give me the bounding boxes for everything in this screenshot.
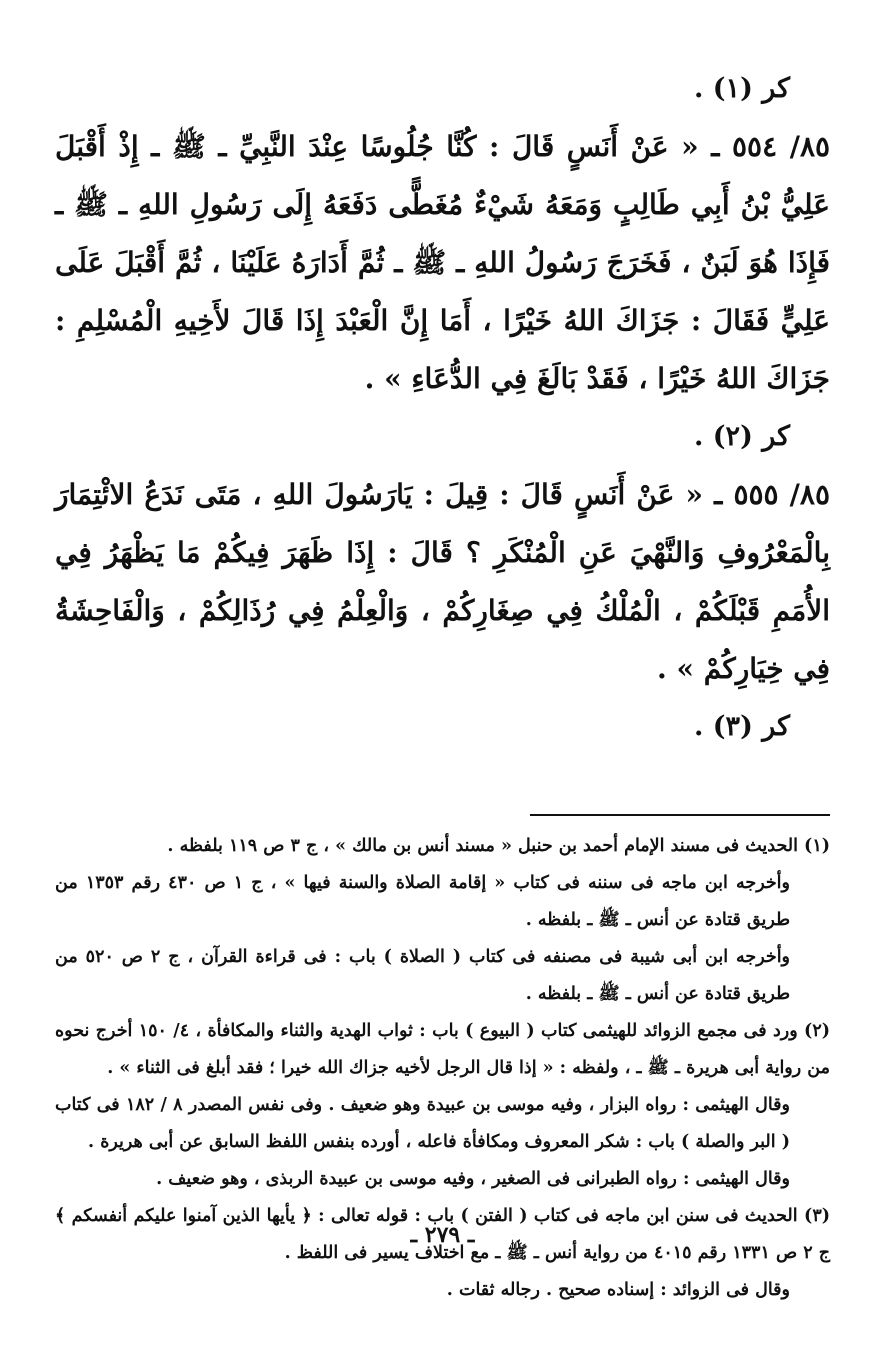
- footnote-1-line-1: (١) الحديث فى مسند الإمام أحمد بن حنبل « مسند أنس بن مالك » ، ج ٣ ص ١١٩ بلفظه .: [167, 836, 830, 856]
- footnote-2-paragraph-2: وقال الهيثمى : رواه البزار ، وفيه موسى بن عبيدة وهو ضعيف . وفى نفس المصدر ٨ / ١٨٢ فى كتاب ( البر والصلة ) باب : شكر المعروف ومكافأة فاعله ، أورده بنفس اللفظ السابق عن أبى هريرة .: [55, 1095, 790, 1152]
- hadith-554: [55, 118, 830, 408]
- main-text: [55, 60, 830, 756]
- hadith-555-text: « عَنْ أَنَسٍ قَالَ : قِيلَ : يَارَسُولَ اللهِ ، مَتَى نَدَعُ الائْتِمَارَ بِالْمَعْرُوفِ وَالنَّهْيَ عَنِ الْمُنْكَرِ ؟ قَالَ : إِذَا ظَهَرَ فِيكُمْ مَا يَظْهَرُ فِي الأُمَمِ قَبْلَكُمْ ، الْمُلْكُ فِي صِغَارِكُمْ ، وَالْعِلْمُ فِي رُذَالِكُمْ ، وَالْفَاحِشَةُ فِي خِيَارِكُمْ » .: [55, 478, 830, 685]
- reference-line-3: كر (٣) .: [693, 711, 790, 742]
- reference-line-1: كر (١) .: [693, 73, 790, 104]
- footnote-2-paragraph-1: (٢) ورد فى مجمع الزوائد للهيثمى كتاب ( البيوع ) باب : ثواب الهدية والثناء والمكافأة ، ٤/ ١٥٠ أخرج نحوه من رواية أبى هريرة ـ ﷺ ـ ، ولفظه : « إذا قال الرجل لأخيه جزاك الله خيرا ؛ فقد أبلغ فى الثناء » .: [55, 1021, 830, 1078]
- hadith-555: [55, 466, 830, 698]
- hadith-555-number: ٨٥/ ٥٥٥ ـ: [714, 478, 830, 511]
- hadith-554-text: « عَنْ أَنَسٍ قَالَ : كُنَّا جُلُوسًا عِنْدَ النَّبِيِّ ـ ﷺ ـ إِذْ أَقْبَلَ عَلِيُّ بْنُ أَبِي طَالِبٍ وَمَعَهُ شَيْءٌ مُغَطًّى دَفَعَهُ إِلَى رَسُولِ اللهِ ـ ﷺ ـ فَإِذَا هُوَ لَبَنٌ ، فَخَرَجَ رَسُولُ اللهِ ـ ﷺ ـ ثُمَّ أَدَارَهُ عَلَيْنَا ، ثُمَّ أَقْبَلَ عَلَى عَلِيٍّ فَقَالَ : جَزَاكَ اللهُ خَيْرًا ، أَمَا إِنَّ الْعَبْدَ إِذَا قَالَ لأَخِيهِ الْمُسْلِمِ : جَزَاكَ اللهُ خَيْرًا ، فَقَدْ بَالَغَ فِي الدُّعَاءِ » .: [55, 130, 830, 395]
- reference-line-2: كر (٢) .: [693, 421, 790, 452]
- footnote-1-paragraph-2: وأخرجه ابن ماجه فى سننه فى كتاب « إقامة الصلاة والسنة فيها » ، ج ١ ص ٤٣٠ رقم ١٣٥٣ من طريق قتادة عن أنس ـ ﷺ ـ بلفظه .: [55, 873, 790, 930]
- footnote-2-paragraph-3: وقال الهيثمى : رواه الطبرانى فى الصغير ، وفيه موسى بن عبيدة الربذى ، وهو ضعيف .: [156, 1169, 790, 1189]
- hadith-554-number: ٨٥/ ٥٥٤ ـ: [711, 130, 831, 163]
- page-number: ـ ٢٧٩ ـ: [410, 1222, 475, 1248]
- footnote-3-paragraph-1: (٣) الحديث فى سنن ابن ماجه فى كتاب ( الفتن ) باب : قوله تعالى : ﴿ يأيها الذين آمنوا عليكم أنفسكم ﴾ ج ٢ ص ١٣٣١ رقم ٤٠١٥ من رواية أنس ـ ﷺ ـ مع اختلاف يسير فى اللفظ .: [55, 1206, 830, 1263]
- document-page: [55, 60, 830, 1330]
- footnote-3-paragraph-2: وقال فى الزوائد : إسناده صحيح . رجاله ثقات .: [446, 1280, 790, 1300]
- footnote-1-paragraph-3: وأخرجه ابن أبى شيبة فى مصنفه فى كتاب ( الصلاة ) باب : فى قراءة القرآن ، ج ٢ ص ٥٢٠ من طريق قتادة عن أنس ـ ﷺ ـ بلفظه .: [55, 947, 791, 1004]
- footnote-divider: [530, 814, 830, 816]
